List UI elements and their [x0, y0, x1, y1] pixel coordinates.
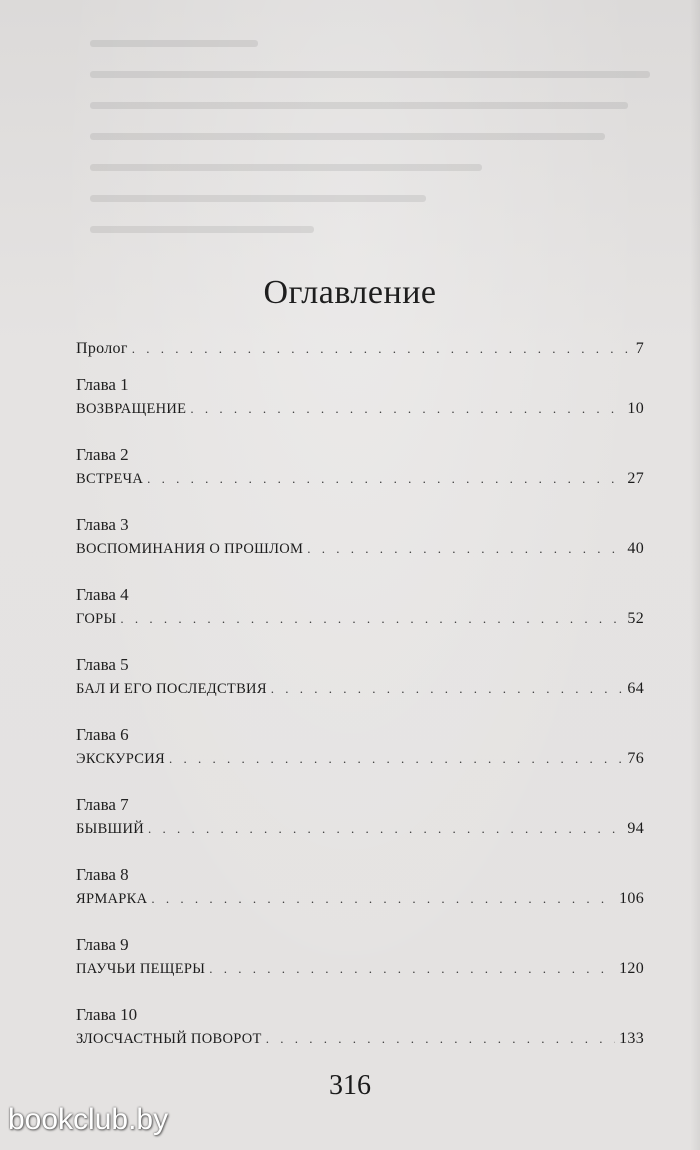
page-number: 316 — [329, 1070, 371, 1101]
toc-line — [76, 396, 644, 422]
entry-page: 52 — [627, 610, 644, 627]
page-edge-shadow — [690, 0, 700, 1150]
toc-entry-chapter-10 — [76, 1004, 644, 1052]
chapter-label: Глава 7 — [76, 795, 129, 814]
leader-dots — [271, 676, 624, 702]
entry-page: 10 — [627, 400, 644, 417]
chapter-label: Глава 10 — [76, 1005, 138, 1024]
entry-page: 133 — [619, 1030, 644, 1047]
chapter-label: Глава 1 — [76, 375, 129, 394]
toc-line — [76, 816, 644, 842]
watermark-text: bookclub.by — [8, 1103, 169, 1136]
entry-title: ЭКСКУРСИЯ — [76, 751, 165, 767]
toc-entry-prologue — [76, 336, 644, 362]
toc-line — [76, 956, 644, 982]
chapter-label: Глава 6 — [76, 725, 129, 744]
leader-dots — [148, 816, 623, 842]
toc-line — [76, 676, 644, 702]
toc-line — [76, 606, 644, 632]
entry-page: 106 — [619, 890, 644, 907]
toc-entry-chapter-6 — [76, 724, 644, 772]
entry-page: 76 — [627, 750, 644, 767]
chapter-label: Глава 8 — [76, 865, 129, 884]
entry-title: ЯРМАРКА — [76, 891, 148, 907]
leader-dots — [169, 746, 623, 772]
chapter-label: Глава 3 — [76, 515, 129, 534]
leader-dots — [190, 396, 623, 422]
toc-line — [76, 886, 644, 912]
show-through-text — [90, 40, 650, 290]
entry-page: 64 — [627, 680, 644, 697]
toc-entry-chapter-8 — [76, 864, 644, 912]
toc-entry-chapter-7 — [76, 794, 644, 842]
entry-title: ВОСПОМИНАНИЯ О ПРОШЛОМ — [76, 541, 304, 557]
toc-entry-chapter-4 — [76, 584, 644, 632]
entry-page: 120 — [619, 960, 644, 977]
toc-entry-chapter-5 — [76, 654, 644, 702]
leader-dots — [132, 336, 632, 362]
toc-heading: Оглавление — [263, 274, 437, 311]
entry-title: ПАУЧЬИ ПЕЩЕРЫ — [76, 961, 206, 977]
chapter-label: Глава 4 — [76, 585, 129, 604]
toc-line — [76, 466, 644, 492]
entry-title: ГОРЫ — [76, 611, 117, 627]
entry-page: 94 — [627, 820, 644, 837]
chapter-label: Глава 9 — [76, 935, 129, 954]
chapter-label: Глава 5 — [76, 655, 129, 674]
entry-title: ВСТРЕЧА — [76, 471, 144, 487]
toc-line — [76, 746, 644, 772]
entry-title: ЗЛОСЧАСТНЫЙ ПОВОРОТ — [76, 1031, 262, 1047]
toc-entry-chapter-3 — [76, 514, 644, 562]
toc-line — [76, 1026, 644, 1052]
entry-page: 40 — [627, 540, 644, 557]
leader-dots — [151, 886, 615, 912]
entry-title: БАЛ И ЕГО ПОСЛЕДСТВИЯ — [76, 681, 267, 697]
chapter-label: Глава 2 — [76, 445, 129, 464]
entry-title: Пролог — [76, 340, 128, 357]
toc-entry-chapter-2 — [76, 444, 644, 492]
toc-entry-chapter-1 — [76, 374, 644, 422]
leader-dots — [209, 956, 615, 982]
leader-dots — [147, 466, 623, 492]
toc-line — [76, 536, 644, 562]
entry-page: 7 — [635, 340, 644, 357]
leader-dots — [266, 1026, 615, 1052]
leader-dots — [307, 536, 623, 562]
entry-page: 27 — [627, 470, 644, 487]
toc-line — [76, 336, 644, 362]
leader-dots — [120, 606, 623, 632]
toc-entry-chapter-9 — [76, 934, 644, 982]
entry-title: БЫВШИЙ — [76, 821, 145, 837]
entry-title: ВОЗВРАЩЕНИЕ — [76, 401, 187, 417]
